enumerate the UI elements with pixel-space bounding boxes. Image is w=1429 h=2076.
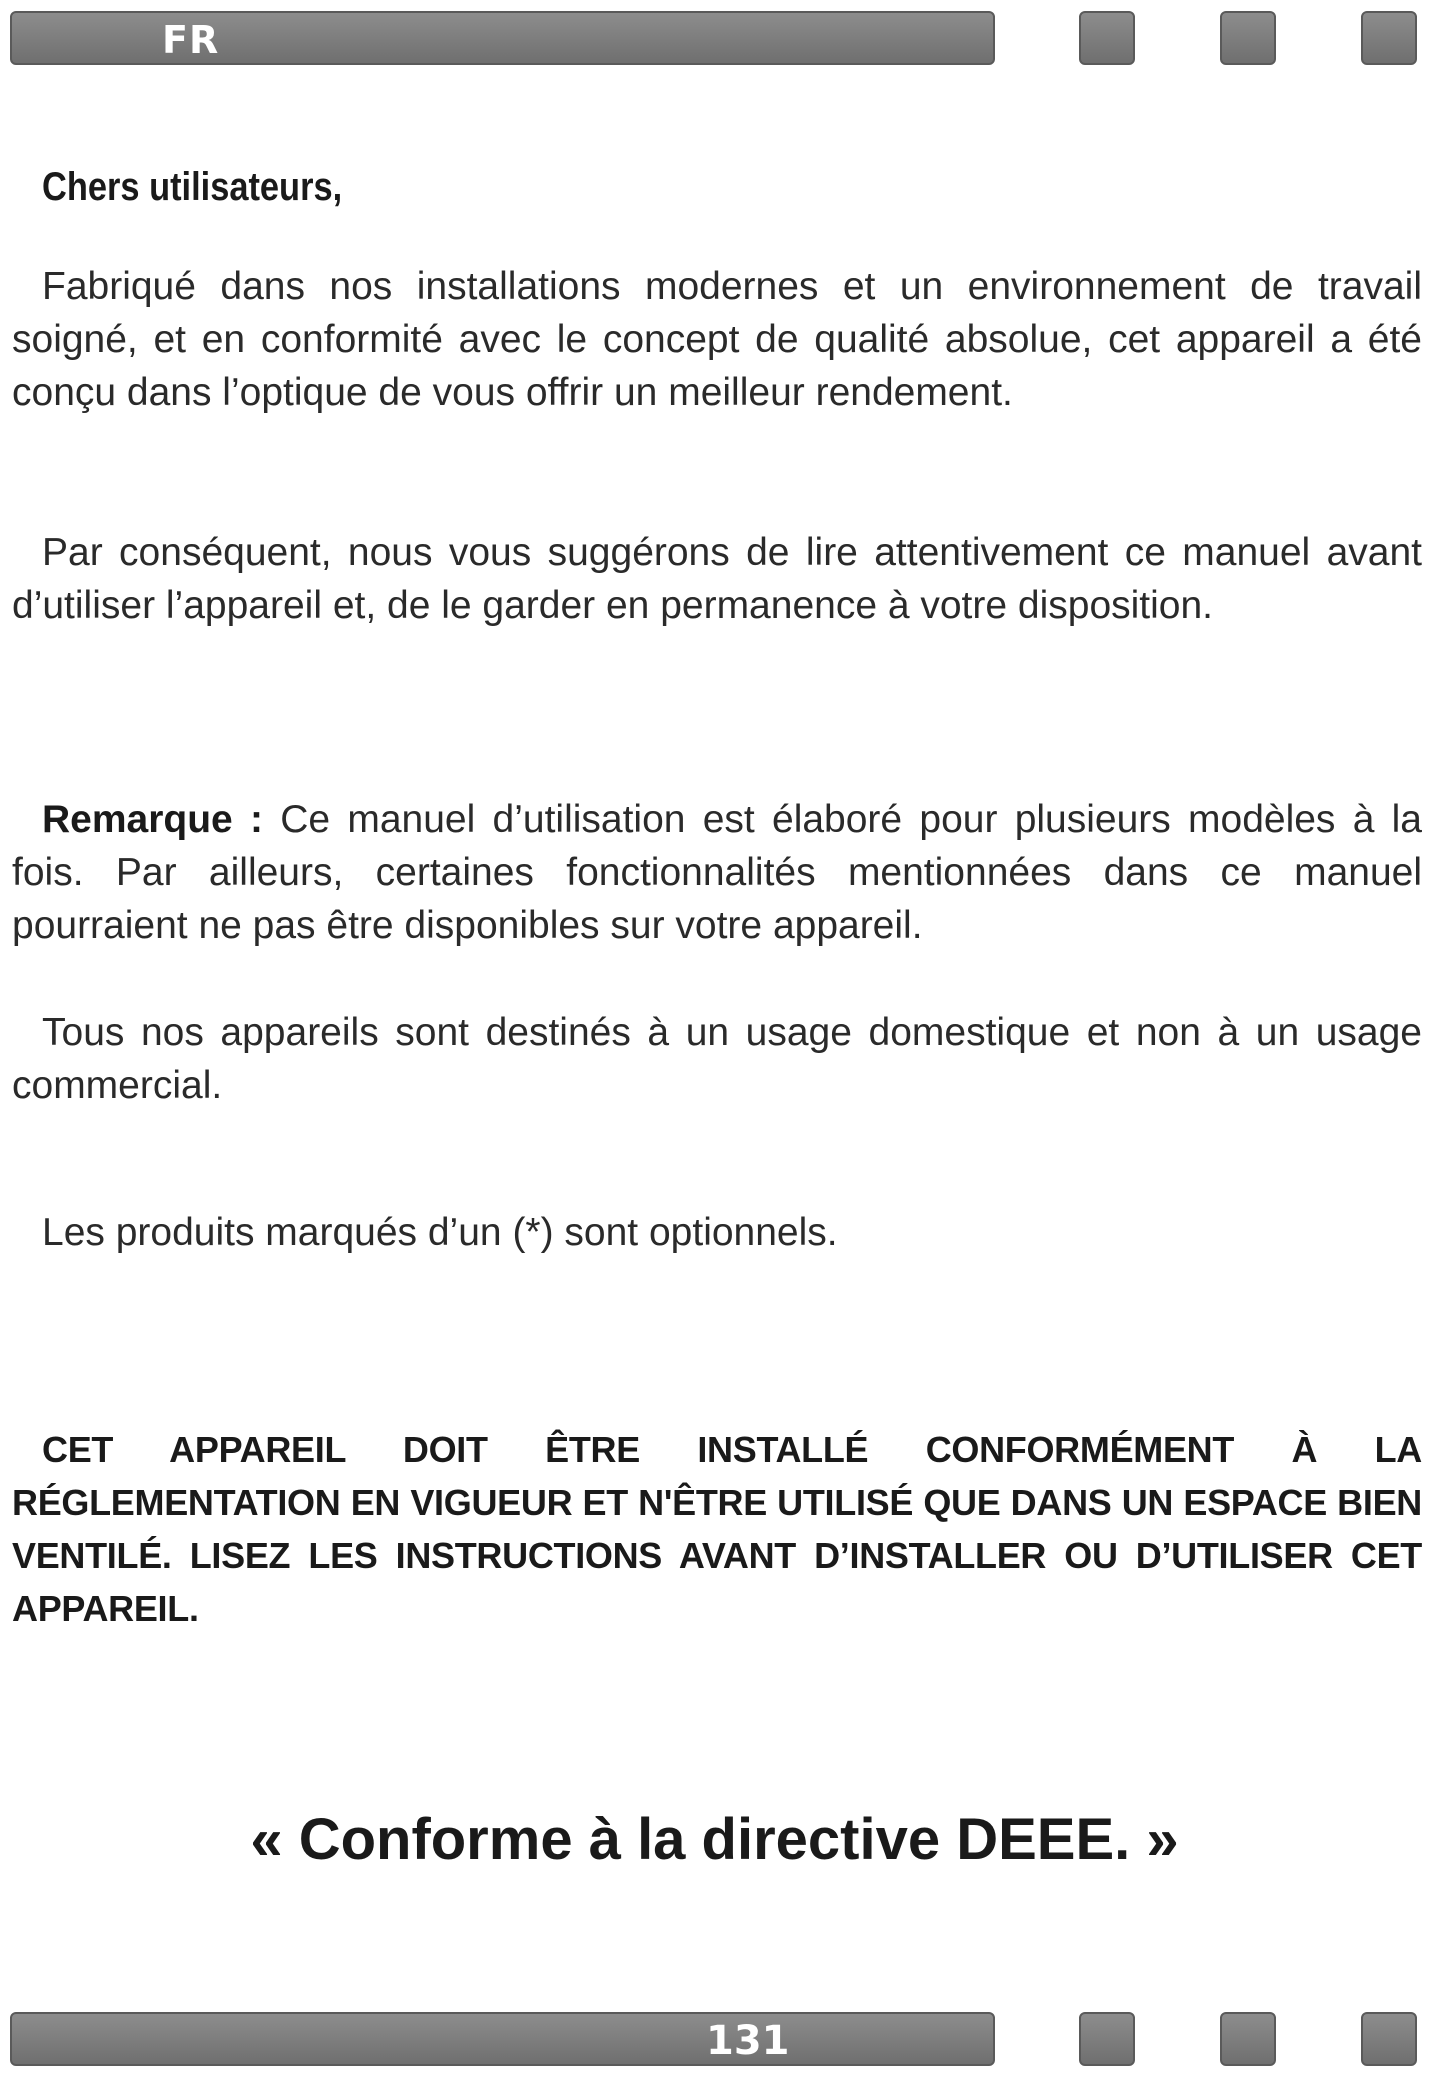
intro-paragraph: Fabriqué dans nos installations modernes et un environnement de travail soigné, et en conformité avec le concept de qualité absolue, cet appareil a été conçu dans l’optique de vous offrir un meilleur rendement. xyxy=(12,265,1422,414)
note-paragraph xyxy=(12,793,1422,952)
greeting-heading: Chers utilisateurs, xyxy=(42,165,343,209)
footer-square-1 xyxy=(1079,2012,1135,2066)
advice-paragraph: Par conséquent, nous vous suggérons de lire attentivement ce manuel avant d’utiliser l’appareil et, de le garder en permanence à votre disposition. xyxy=(12,531,1422,627)
header-square-2 xyxy=(1220,11,1276,65)
footer-square-3 xyxy=(1361,2012,1417,2066)
header-bar xyxy=(10,11,995,65)
footer-square-2 xyxy=(1220,2012,1276,2066)
installation-warning: CET APPAREIL DOIT ÊTRE INSTALLÉ CONFORMÉMENT À LA RÉGLEMENTATION EN VIGUEUR ET N'ÊTRE UTILISÉ QUE DANS UN ESPACE BIEN VENTILÉ. LISEZ LES INSTRUCTIONS AVANT D’INSTALLER OU D’UTILISER CET APPAREIL. xyxy=(12,1429,1422,1629)
page-number: 131 xyxy=(706,2018,790,2064)
language-label: FR xyxy=(162,18,220,62)
note-text: Ce manuel d’utilisation est élaboré pour plusieurs modèles à la fois. Par ailleurs, certaines fonctionnalités mentionnées dans ce manuel pourraient ne pas être disponibles sur votre appareil. xyxy=(12,798,1422,947)
optional-products-paragraph: Les produits marqués d’un (*) sont optionnels. xyxy=(42,1211,838,1254)
footer-bar xyxy=(10,2012,995,2066)
header-square-3 xyxy=(1361,11,1417,65)
usage-paragraph: Tous nos appareils sont destinés à un usage domestique et non à un usage commercial. xyxy=(12,1011,1422,1107)
header-square-1 xyxy=(1079,11,1135,65)
deee-directive-statement: « Conforme à la directive DEEE. » xyxy=(250,1807,1179,1872)
note-label: Remarque : xyxy=(42,798,263,841)
